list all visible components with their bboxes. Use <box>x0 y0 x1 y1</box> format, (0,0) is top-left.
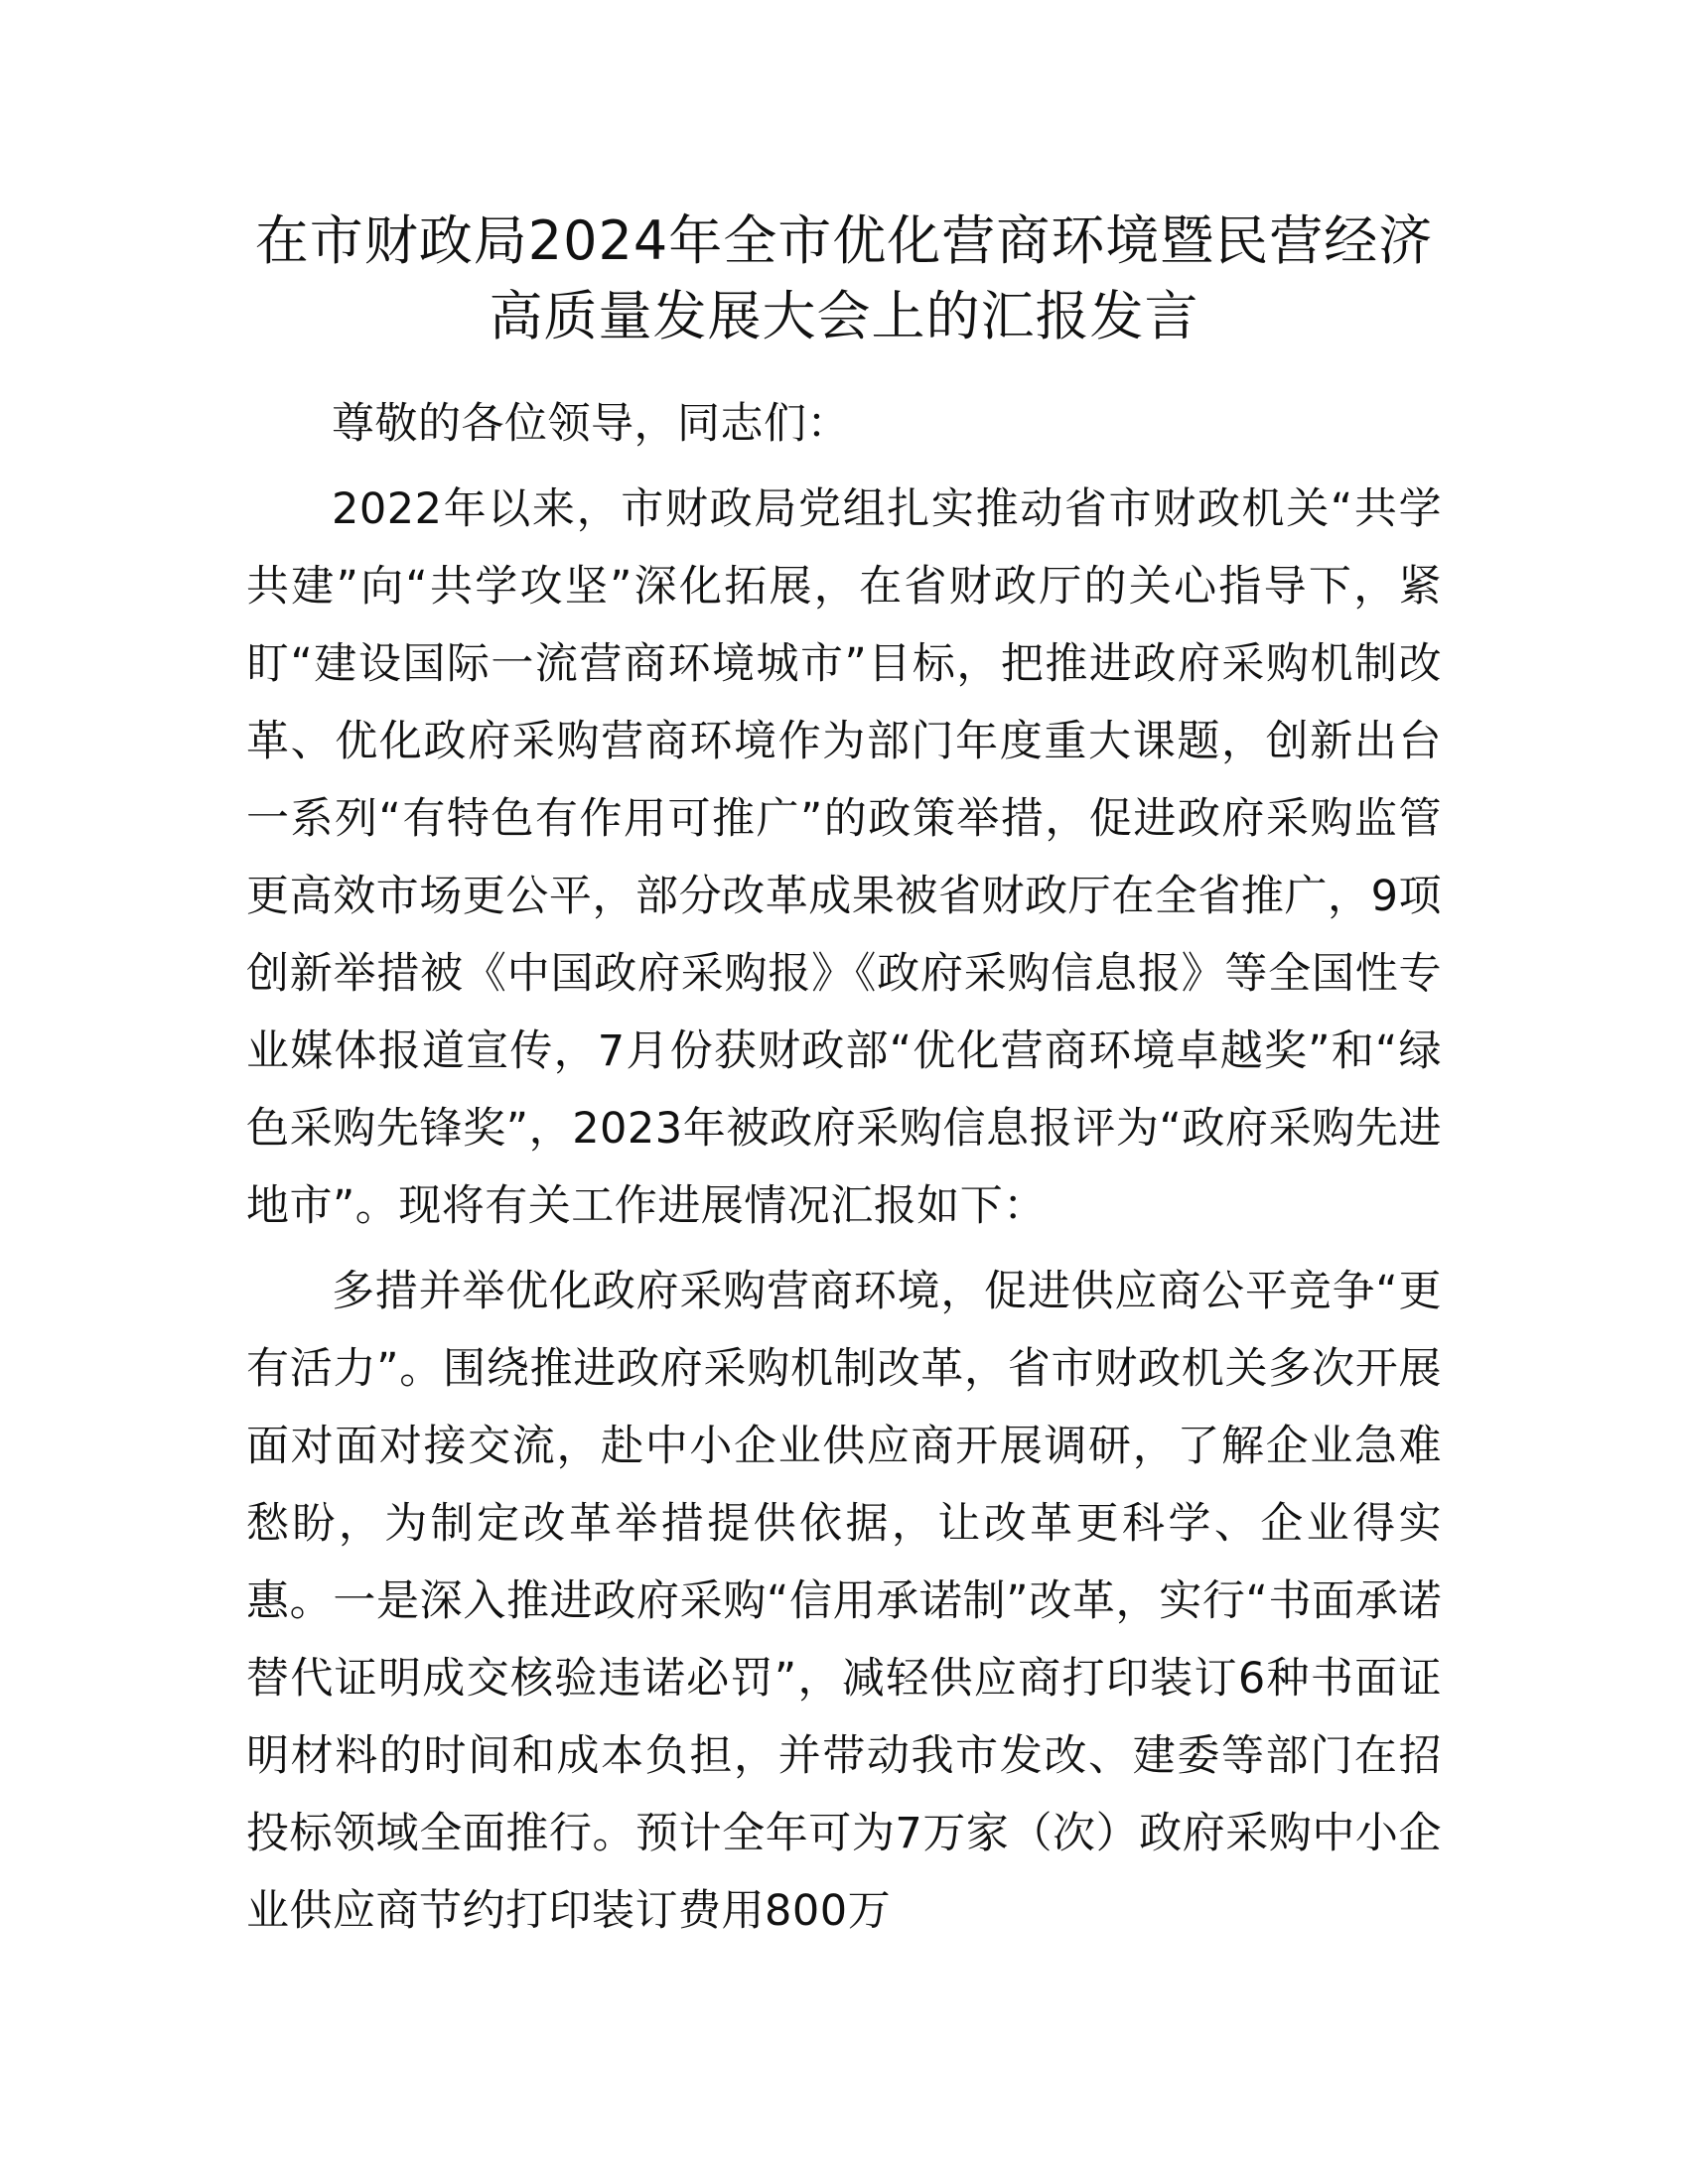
salutation: 尊敬的各位领导，同志们： <box>332 399 850 449</box>
document-body <box>246 385 1442 1950</box>
paragraph-intro: 2022年以来，市财政局党组扎实推动省市财政机关“共学共建”向“共学攻坚”深化拓展，在省财政厅的关心指导下，紧盯“建设国际一流营商环境城市”目标，把推进政府采购机制改革、优化政府采购营商环境作为部门年度重大课题，创新出台一系列“有特色有作用可推广”的政策举措，促进政府采购监管更高效市场更公平，部分改革成果被省财政厅在全省推广，9项创新举措被《中国政府采购报》《政府采购信息报》等全国性专业媒体报道宣传，7月份获财政部“优化营商环境卓越奖”和“绿色采购先锋奖”，2023年被政府采购信息报评为“政府采购先进地市”。现将有关工作进展情况汇报如下： <box>246 484 1442 1231</box>
document-title: 在市财政局2024年全市优化营商环境暨民营经济高质量发展大会上的汇报发言 <box>254 209 1434 347</box>
paragraph-measures: 多措并举优化政府采购营商环境，促进供应商公平竞争“更有活力”。围绕推进政府采购机制改革，省市财政机关多次开展面对面对接交流，赴中小企业供应商开展调研，了解企业急难愁盼，为制定改革举措提供依据，让改革更科学、企业得实惠。一是深入推进政府采购“信用承诺制”改革，实行“书面承诺替代证明成交核验违诺必罚”，减轻供应商打印装订6种书面证明材料的时间和成本负担，并带动我市发改、建委等部门在招投标领域全面推行。预计全年可为7万家（次）政府采购中小企业供应商节约打印装订费用800万 <box>246 1267 1442 1936</box>
